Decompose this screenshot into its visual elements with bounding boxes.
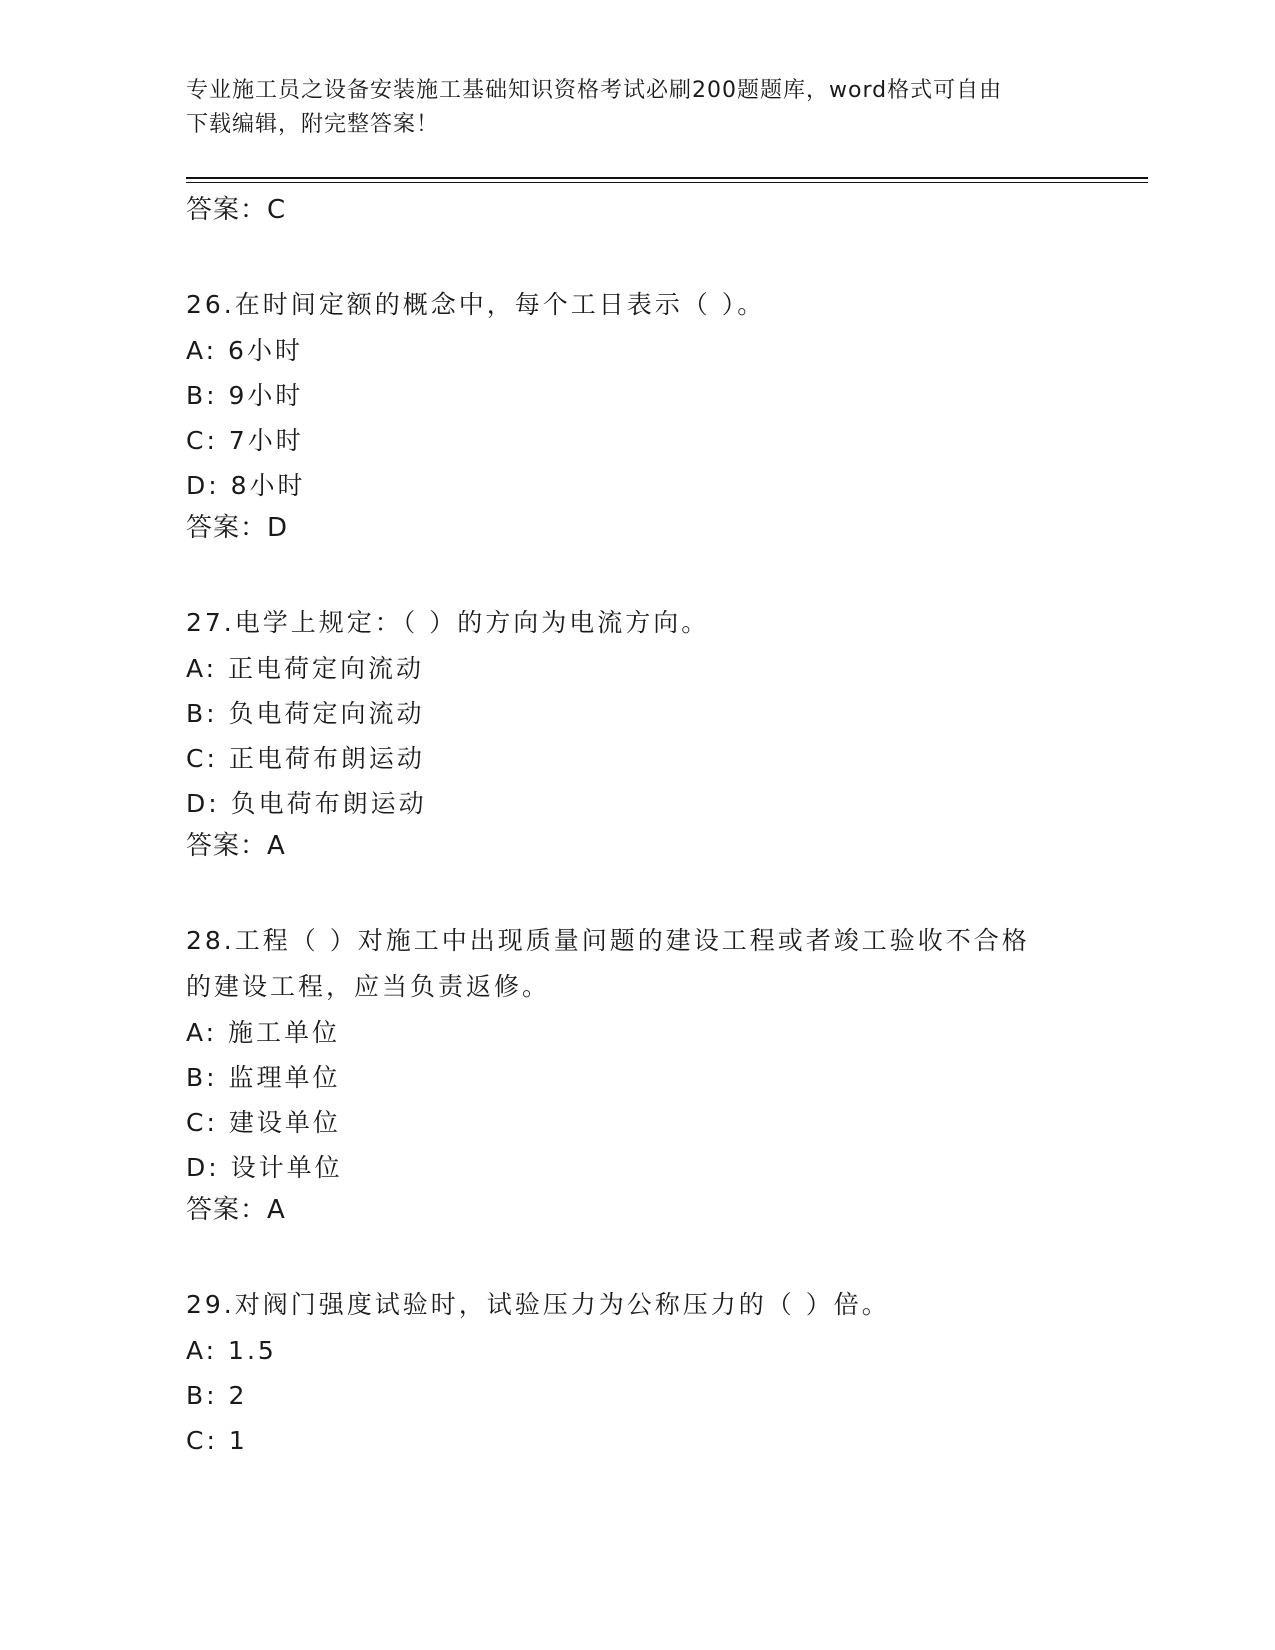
option-b: B: 2 <box>186 1381 248 1410</box>
spacer <box>186 554 1086 600</box>
question-text: 27.电学上规定：（ ）的方向为电流方向。 <box>186 608 710 637</box>
question-text: 26.在时间定额的概念中，每个工日表示（ ）。 <box>186 290 766 319</box>
question-text: 29.对阀门强度试验时，试验压力为公称压力的（ ）倍。 <box>186 1290 890 1319</box>
option-c: C: 正电荷布朗运动 <box>186 744 425 773</box>
option-a: A: 正电荷定向流动 <box>186 654 425 683</box>
question-list <box>186 190 1086 1463</box>
option-c: C: 7小时 <box>186 426 304 455</box>
option-c: C: 建设单位 <box>186 1108 341 1137</box>
header-title-line1: 专业施工员之设备安装施工基础知识资格考试必刷200题题库，word格式可自由 <box>186 78 1003 103</box>
answer-text: 答案：D <box>186 513 289 543</box>
question-text: 28.工程（ ）对施工中出现质量问题的建设工程或者竣工验收不合格 <box>186 926 1030 955</box>
spacer <box>186 1236 1086 1282</box>
header-divider-thin <box>186 182 1148 183</box>
document-header <box>186 74 1066 142</box>
option-b: B: 监理单位 <box>186 1063 341 1092</box>
answer-text: 答案：A <box>186 1195 286 1225</box>
question-text-continued: 的建设工程，应当负责返修。 <box>186 972 551 1001</box>
option-b: B: 9小时 <box>186 381 304 410</box>
question-block-27 <box>186 600 1086 918</box>
previous-answer: 答案：C <box>186 195 287 225</box>
question-block-28 <box>186 918 1086 1282</box>
header-divider-thick <box>186 177 1148 179</box>
option-d: D: 设计单位 <box>186 1153 343 1182</box>
spacer <box>186 236 1086 282</box>
answer-text: 答案：A <box>186 831 286 861</box>
question-block-26 <box>186 282 1086 600</box>
option-c: C: 1 <box>186 1426 248 1455</box>
option-b: B: 负电荷定向流动 <box>186 699 425 728</box>
option-d: D: 负电荷布朗运动 <box>186 789 427 818</box>
question-block-29 <box>186 1282 1086 1463</box>
option-a: A: 6小时 <box>186 336 303 365</box>
header-title-line2: 下载编辑，附完整答案！ <box>186 112 440 137</box>
option-d: D: 8小时 <box>186 471 306 500</box>
spacer <box>186 872 1086 918</box>
option-a: A: 1.5 <box>186 1336 277 1365</box>
option-a: A: 施工单位 <box>186 1018 341 1047</box>
